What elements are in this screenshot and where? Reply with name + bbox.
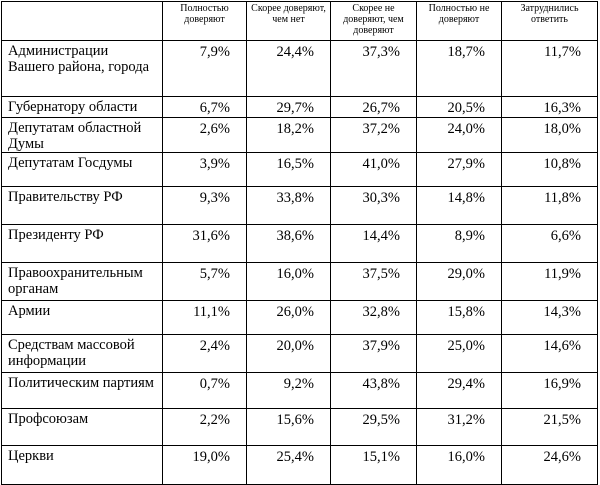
value-cell: 8,9%: [417, 225, 502, 263]
value-cell: 14,6%: [502, 335, 598, 373]
value-cell: 41,0%: [331, 153, 417, 187]
row-label: Средствам массовой информации: [2, 335, 163, 373]
value-cell: 29,0%: [417, 263, 502, 301]
value-cell: 24,4%: [247, 41, 331, 97]
row-label: Правоохранительным органам: [2, 263, 163, 301]
row-label: Депутатам Госдумы: [2, 153, 163, 187]
value-cell: 16,9%: [502, 373, 598, 409]
table-row: [2, 225, 598, 263]
table-row: [2, 118, 598, 153]
row-label: Администрации Вашего района, города: [2, 41, 163, 97]
value-cell: 25,0%: [417, 335, 502, 373]
value-cell: 33,8%: [247, 187, 331, 225]
value-cell: 19,0%: [163, 446, 247, 485]
value-cell: 38,6%: [247, 225, 331, 263]
table-row: [2, 446, 598, 485]
value-cell: 18,7%: [417, 41, 502, 97]
value-cell: 18,0%: [502, 118, 598, 153]
value-cell: 25,4%: [247, 446, 331, 485]
trust-table: [1, 1, 598, 485]
value-cell: 37,9%: [331, 335, 417, 373]
value-cell: 5,7%: [163, 263, 247, 301]
value-cell: 7,9%: [163, 41, 247, 97]
value-cell: 15,1%: [331, 446, 417, 485]
value-cell: 14,8%: [417, 187, 502, 225]
value-cell: 27,9%: [417, 153, 502, 187]
value-cell: 14,4%: [331, 225, 417, 263]
value-cell: 32,8%: [331, 301, 417, 335]
row-label: Армии: [2, 301, 163, 335]
row-label: Правительству РФ: [2, 187, 163, 225]
row-label: Президенту РФ: [2, 225, 163, 263]
value-cell: 37,5%: [331, 263, 417, 301]
value-cell: 14,3%: [502, 301, 598, 335]
value-cell: 2,2%: [163, 409, 247, 446]
value-cell: 6,6%: [502, 225, 598, 263]
value-cell: 16,5%: [247, 153, 331, 187]
header-cell-rather-trust: Скорее доверяют, чем нет: [247, 2, 331, 41]
value-cell: 16,3%: [502, 97, 598, 118]
header-cell-rather-distrust: Скорее не доверяют, чем доверяют: [331, 2, 417, 41]
value-cell: 29,7%: [247, 97, 331, 118]
value-cell: 11,1%: [163, 301, 247, 335]
value-cell: 31,2%: [417, 409, 502, 446]
value-cell: 24,6%: [502, 446, 598, 485]
value-cell: 31,6%: [163, 225, 247, 263]
table-row: [2, 187, 598, 225]
row-label: Профсоюзам: [2, 409, 163, 446]
value-cell: 29,4%: [417, 373, 502, 409]
value-cell: 6,7%: [163, 97, 247, 118]
value-cell: 37,2%: [331, 118, 417, 153]
header-cell-fully-distrust: Полностью не доверяют: [417, 2, 502, 41]
value-cell: 11,7%: [502, 41, 598, 97]
value-cell: 11,8%: [502, 187, 598, 225]
value-cell: 10,8%: [502, 153, 598, 187]
value-cell: 30,3%: [331, 187, 417, 225]
value-cell: 15,8%: [417, 301, 502, 335]
value-cell: 26,0%: [247, 301, 331, 335]
value-cell: 21,5%: [502, 409, 598, 446]
value-cell: 26,7%: [331, 97, 417, 118]
value-cell: 15,6%: [247, 409, 331, 446]
row-label: Депутатам областной Думы: [2, 118, 163, 153]
value-cell: 2,6%: [163, 118, 247, 153]
header-row: [2, 2, 598, 41]
value-cell: 9,2%: [247, 373, 331, 409]
value-cell: 20,0%: [247, 335, 331, 373]
table-row: [2, 409, 598, 446]
value-cell: 18,2%: [247, 118, 331, 153]
value-cell: 11,9%: [502, 263, 598, 301]
header-cell-fully-trust: Полностью доверяют: [163, 2, 247, 41]
header-cell-undecided: Затруднились ответить: [502, 2, 598, 41]
value-cell: 37,3%: [331, 41, 417, 97]
table-row: [2, 263, 598, 301]
table-row: [2, 97, 598, 118]
value-cell: 16,0%: [247, 263, 331, 301]
table-row: [2, 41, 598, 97]
header-cell-empty: [2, 2, 163, 41]
table-row: [2, 373, 598, 409]
value-cell: 9,3%: [163, 187, 247, 225]
row-label: Губернатору области: [2, 97, 163, 118]
value-cell: 16,0%: [417, 446, 502, 485]
table-row: [2, 335, 598, 373]
value-cell: 2,4%: [163, 335, 247, 373]
value-cell: 20,5%: [417, 97, 502, 118]
row-label: Политическим партиям: [2, 373, 163, 409]
value-cell: 24,0%: [417, 118, 502, 153]
table-row: [2, 153, 598, 187]
value-cell: 43,8%: [331, 373, 417, 409]
value-cell: 29,5%: [331, 409, 417, 446]
value-cell: 3,9%: [163, 153, 247, 187]
value-cell: 0,7%: [163, 373, 247, 409]
table-row: [2, 301, 598, 335]
row-label: Церкви: [2, 446, 163, 485]
